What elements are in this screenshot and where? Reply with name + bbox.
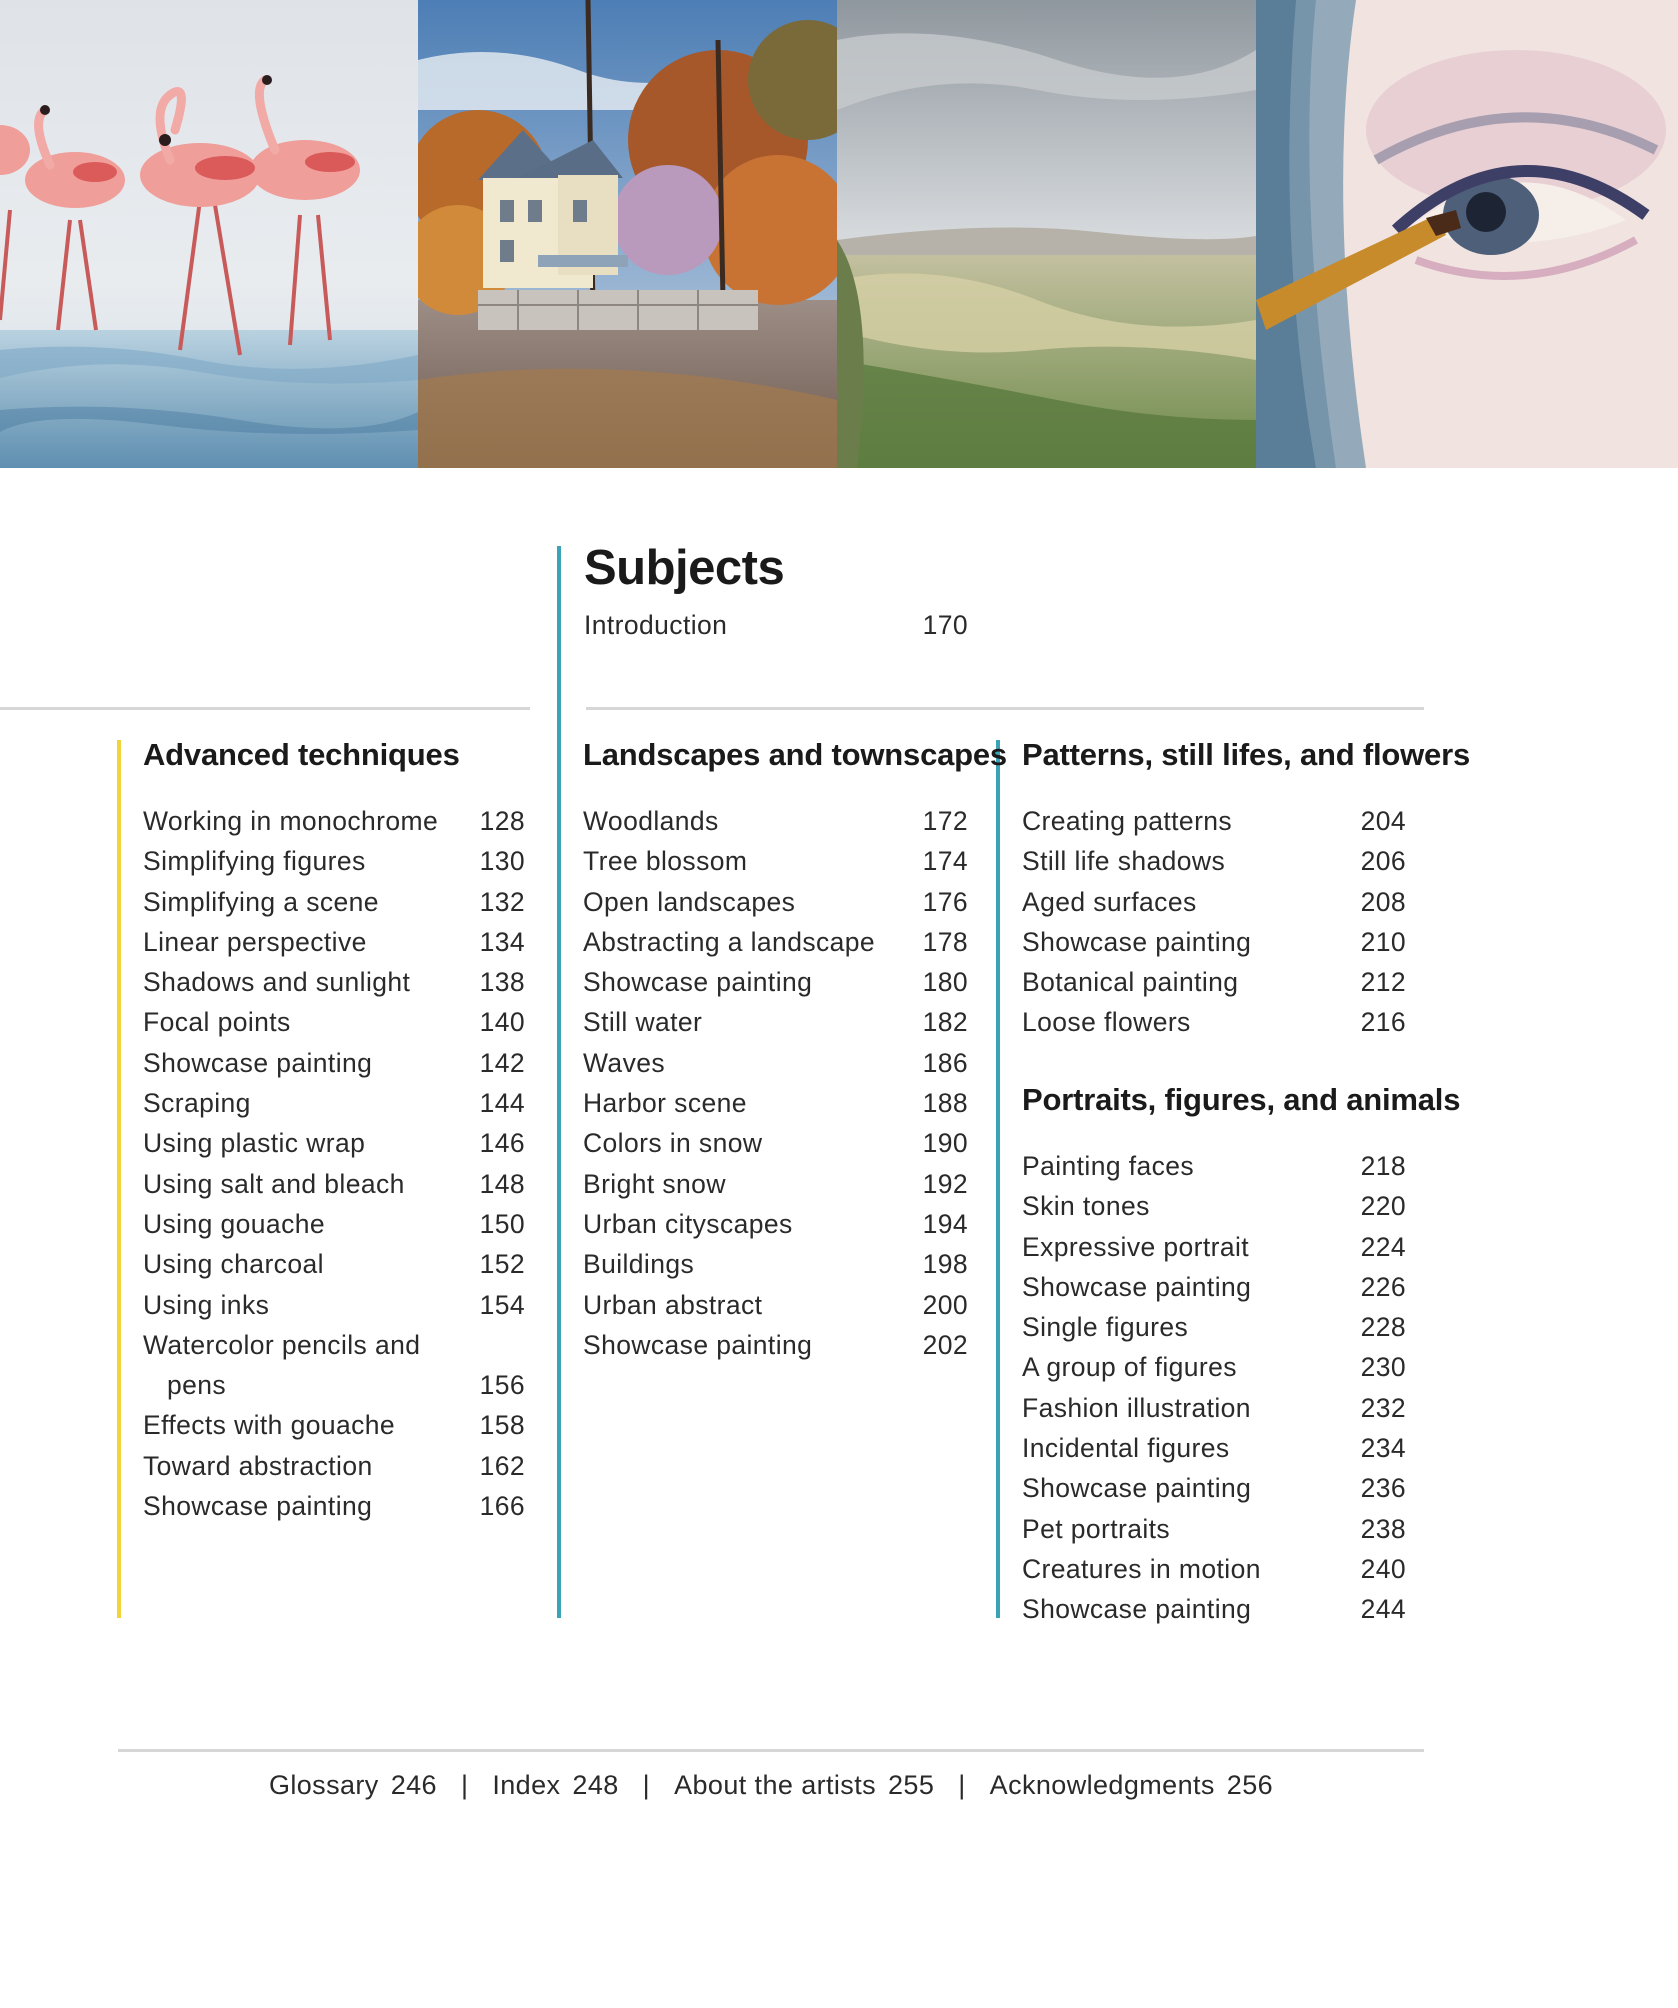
toc-entry-label: Linear perspective xyxy=(143,926,367,957)
toc-entry-label: Painting faces xyxy=(1022,1151,1195,1181)
footer-link-label: About the artists xyxy=(674,1770,876,1800)
toc-entry[interactable] xyxy=(1022,1002,1406,1042)
toc-entry-page: 130 xyxy=(479,846,525,877)
toc-entry[interactable] xyxy=(143,801,525,841)
toc-entry-label: Incidental figures xyxy=(1022,1433,1230,1464)
toc-entry-label: Toward abstraction xyxy=(143,1450,373,1481)
toc-entry[interactable] xyxy=(1022,1267,1406,1307)
photo-eye-portrait xyxy=(1256,0,1678,468)
toc-entry-page: 132 xyxy=(479,886,525,917)
toc-entry-page: 238 xyxy=(1360,1513,1406,1544)
toc-entry-label: Showcase painting xyxy=(1022,1473,1252,1504)
page-title: Subjects xyxy=(584,541,785,595)
toc-entry-page: 146 xyxy=(479,1128,525,1159)
footer-separator: | xyxy=(642,1770,651,1800)
section-title-landscapes: Landscapes and townscapes xyxy=(583,737,1007,772)
toc-entry-page: 192 xyxy=(922,1168,968,1199)
flamingos-illustration xyxy=(0,0,418,468)
toc-entry[interactable] xyxy=(143,841,525,881)
toc-entry-label: Tree blossom xyxy=(583,846,748,877)
footer-link-about-artists[interactable] xyxy=(674,1770,934,1800)
divider-footer xyxy=(118,1749,1424,1752)
toc-entry-page: 226 xyxy=(1360,1271,1406,1302)
toc-entry-label: Showcase painting xyxy=(1022,1594,1252,1625)
toc-entry-label: Colors in snow xyxy=(583,1128,763,1159)
footer-separator: | xyxy=(958,1770,966,1800)
toc-entry-label: Still life shadows xyxy=(1022,846,1226,877)
toc-entry-label: Aged surfaces xyxy=(1022,886,1197,917)
footer-link-glossary[interactable] xyxy=(269,1770,437,1800)
toc-entry-label: Shadows and sunlight xyxy=(143,967,411,998)
toc-entry-page: 158 xyxy=(479,1410,525,1441)
footer-links xyxy=(118,1770,1424,1801)
toc-entry[interactable] xyxy=(143,1164,525,1204)
toc-entry-page: 218 xyxy=(1360,1151,1406,1181)
toc-entry[interactable] xyxy=(143,922,525,962)
toc-entry-page: 142 xyxy=(479,1047,525,1078)
footer-link-label: Acknowledgments xyxy=(989,1770,1215,1800)
toc-entry[interactable] xyxy=(1022,882,1406,922)
toc-entry[interactable] xyxy=(583,841,968,881)
toc-entry[interactable] xyxy=(583,1164,968,1204)
toc-entry-page: 204 xyxy=(1360,806,1406,836)
toc-entry-label: Expressive portrait xyxy=(1022,1231,1250,1262)
toc-entry-label: Fashion illustration xyxy=(1022,1392,1251,1423)
toc-entry-page: 182 xyxy=(922,1007,968,1038)
toc-entry-label-continued: pens xyxy=(167,1370,227,1401)
toc-entry[interactable] xyxy=(1022,801,1406,841)
toc-entry[interactable] xyxy=(143,1083,525,1123)
footer-link-label: Index xyxy=(492,1770,561,1800)
toc-entry[interactable] xyxy=(583,962,968,1002)
toc-entry[interactable] xyxy=(583,801,968,841)
toc-entry-page: 186 xyxy=(922,1047,968,1078)
toc-entry[interactable] xyxy=(583,882,968,922)
toc-entry[interactable] xyxy=(583,1285,968,1325)
divider-right xyxy=(586,707,1424,710)
toc-entry-label: Simplifying figures xyxy=(143,846,366,877)
toc-entry-label: Bright snow xyxy=(583,1168,726,1199)
toc-entry-label: Using inks xyxy=(143,1289,270,1320)
footer-link-page: 248 xyxy=(572,1770,619,1800)
toc-entry-label: Creatures in motion xyxy=(1022,1553,1261,1584)
section-list-advanced xyxy=(143,801,525,1526)
section-title-patterns: Patterns, still lifes, and flowers xyxy=(1022,737,1470,772)
intro-list xyxy=(584,605,968,645)
toc-entry-label: Botanical painting xyxy=(1022,967,1239,998)
toc-entry[interactable] xyxy=(143,962,525,1002)
toc-entry[interactable] xyxy=(143,1002,525,1042)
toc-entry[interactable] xyxy=(143,1486,525,1526)
photo-flamingos xyxy=(0,0,418,468)
toc-entry-label: Still water xyxy=(583,1007,703,1038)
toc-entry[interactable] xyxy=(583,1123,968,1163)
toc-entry-label: Waves xyxy=(583,1047,666,1078)
toc-entry[interactable] xyxy=(1022,841,1406,881)
toc-entry-label: Open landscapes xyxy=(583,886,796,917)
toc-entry[interactable] xyxy=(583,1325,968,1365)
toc-entry[interactable] xyxy=(1022,1146,1406,1186)
toc-entry-page: 150 xyxy=(479,1208,525,1239)
toc-entry[interactable] xyxy=(143,1244,525,1284)
toc-entry-label: Harbor scene xyxy=(583,1088,747,1119)
toc-entry-label: Urban cityscapes xyxy=(583,1208,793,1239)
accent-bar-yellow xyxy=(117,740,121,1618)
toc-entry-label: Abstracting a landscape xyxy=(583,926,876,957)
toc-entry-label: Urban abstract xyxy=(583,1289,763,1320)
toc-entry-page: 220 xyxy=(1360,1191,1406,1222)
toc-entry[interactable] xyxy=(1022,1307,1406,1347)
toc-entry[interactable] xyxy=(583,1204,968,1244)
accent-bar-teal-main xyxy=(557,546,561,1618)
toc-entry-page: 144 xyxy=(479,1088,525,1119)
footer-link-label: Glossary xyxy=(268,1770,379,1800)
toc-entry-page: 234 xyxy=(1360,1433,1406,1464)
footer-separator: | xyxy=(460,1770,469,1800)
toc-entry-label: Single figures xyxy=(1022,1312,1189,1343)
footer-link-acknowledgments[interactable] xyxy=(990,1770,1273,1800)
toc-entry[interactable] xyxy=(1022,1388,1406,1428)
toc-entry[interactable] xyxy=(143,1405,525,1445)
toc-entry-page: 240 xyxy=(1360,1553,1406,1584)
toc-entry[interactable] xyxy=(143,882,525,922)
toc-entry-introduction[interactable] xyxy=(584,605,968,645)
toc-entry-page: 198 xyxy=(922,1249,968,1280)
toc-entry-label: Watercolor pencils and xyxy=(143,1329,421,1360)
toc-entry-label: Using plastic wrap xyxy=(143,1128,366,1159)
photo-open-landscape xyxy=(837,0,1256,468)
toc-entry-label: Effects with gouache xyxy=(143,1410,396,1441)
toc-entry[interactable] xyxy=(583,1083,968,1123)
toc-entry[interactable] xyxy=(143,1325,525,1406)
toc-entry-label: Using gouache xyxy=(143,1208,325,1239)
eye-illustration xyxy=(1256,0,1678,468)
toc-entry-label: Loose flowers xyxy=(1022,1007,1191,1038)
toc-entry[interactable] xyxy=(143,1043,525,1083)
toc-entry-label: Showcase painting xyxy=(1022,926,1252,957)
toc-entry[interactable] xyxy=(1022,1468,1406,1508)
toc-entry-page: 134 xyxy=(479,926,525,957)
toc-entry-label: Using salt and bleach xyxy=(143,1168,405,1199)
toc-entry[interactable] xyxy=(1022,922,1406,962)
toc-entry-page: 128 xyxy=(479,806,525,836)
toc-entry-label: Showcase painting xyxy=(583,967,813,998)
footer-link-index[interactable] xyxy=(492,1770,618,1800)
landscape-illustration xyxy=(837,0,1256,468)
toc-entry-label: Using charcoal xyxy=(143,1249,324,1280)
toc-entry-page: 156 xyxy=(479,1370,525,1401)
toc-entry-page: 206 xyxy=(1360,846,1406,877)
toc-entry-label: Pet portraits xyxy=(1022,1513,1171,1544)
toc-entry-page: 230 xyxy=(1360,1352,1406,1383)
toc-entry-label: Showcase painting xyxy=(1022,1271,1252,1302)
toc-entry-page: 244 xyxy=(1360,1594,1406,1625)
section-list-portraits xyxy=(1022,1146,1406,1630)
toc-entry-page: 152 xyxy=(479,1249,525,1280)
toc-entry-label: Focal points xyxy=(143,1007,291,1038)
toc-entry-page: 170 xyxy=(922,610,968,640)
toc-entry-page: 210 xyxy=(1360,926,1406,957)
toc-entry[interactable] xyxy=(1022,1347,1406,1387)
toc-entry[interactable] xyxy=(583,922,968,962)
toc-entry-label: Woodlands xyxy=(583,806,719,836)
toc-entry[interactable] xyxy=(1022,1549,1406,1589)
toc-entry-page: 188 xyxy=(922,1088,968,1119)
toc-entry-page: 162 xyxy=(479,1450,525,1481)
toc-entry[interactable] xyxy=(1022,1186,1406,1226)
toc-entry-page: 180 xyxy=(922,967,968,998)
toc-entry-page: 194 xyxy=(922,1208,968,1239)
toc-entry-label: Simplifying a scene xyxy=(143,886,379,917)
toc-entry-label: Buildings xyxy=(583,1249,695,1280)
toc-entry-page: 216 xyxy=(1360,1007,1406,1038)
toc-entry-page: 172 xyxy=(922,806,968,836)
toc-entry-page: 148 xyxy=(479,1168,525,1199)
toc-entry-label: Scraping xyxy=(143,1088,251,1119)
toc-entry[interactable] xyxy=(143,1123,525,1163)
toc-entry-page: 190 xyxy=(922,1128,968,1159)
divider-left xyxy=(0,707,530,710)
toc-entry-page: 228 xyxy=(1360,1312,1406,1343)
toc-entry-page: 140 xyxy=(479,1007,525,1038)
toc-entry-page: 208 xyxy=(1360,886,1406,917)
section-title-advanced: Advanced techniques xyxy=(143,737,460,772)
toc-entry[interactable] xyxy=(1022,1428,1406,1468)
toc-entry-page: 212 xyxy=(1360,967,1406,998)
toc-entry-label: Showcase painting xyxy=(143,1491,373,1522)
toc-entry[interactable] xyxy=(583,1244,968,1284)
toc-entry-page: 138 xyxy=(479,967,525,998)
section-list-landscapes xyxy=(583,801,968,1365)
toc-entry[interactable] xyxy=(1022,962,1406,1002)
toc-entry[interactable] xyxy=(143,1446,525,1486)
toc-entry[interactable] xyxy=(1022,1227,1406,1267)
toc-entry-page: 176 xyxy=(922,886,968,917)
toc-entry[interactable] xyxy=(583,1043,968,1083)
toc-entry-label: Showcase painting xyxy=(143,1047,373,1078)
toc-entry-label: Working in monochrome xyxy=(143,806,439,836)
toc-entry-page: 200 xyxy=(922,1289,968,1320)
toc-entry-page: 202 xyxy=(922,1329,968,1360)
toc-entry-page: 174 xyxy=(922,846,968,877)
toc-entry[interactable] xyxy=(583,1002,968,1042)
toc-entry-page: 154 xyxy=(479,1289,525,1320)
toc-entry-label: Creating patterns xyxy=(1022,806,1233,836)
photo-house-autumn xyxy=(418,0,837,468)
toc-entry-page: 232 xyxy=(1360,1392,1406,1423)
toc-entry-label: A group of figures xyxy=(1022,1352,1237,1383)
toc-entry-label: Showcase painting xyxy=(583,1329,813,1360)
toc-entry-page: 224 xyxy=(1360,1231,1406,1262)
footer-link-page: 246 xyxy=(390,1770,437,1800)
footer-link-page: 256 xyxy=(1226,1770,1274,1800)
toc-entry-page: 236 xyxy=(1360,1473,1406,1504)
toc-entry-label: Skin tones xyxy=(1022,1191,1150,1222)
house-illustration xyxy=(418,0,837,468)
toc-entry-label: Introduction xyxy=(584,610,728,640)
accent-bar-teal-right xyxy=(996,740,1000,1618)
section-title-portraits: Portraits, figures, and animals xyxy=(1022,1082,1461,1117)
section-list-patterns xyxy=(1022,801,1406,1043)
toc-entry[interactable] xyxy=(143,1285,525,1325)
toc-entry[interactable] xyxy=(143,1204,525,1244)
toc-entry[interactable] xyxy=(1022,1589,1406,1629)
toc-entry[interactable] xyxy=(1022,1509,1406,1549)
footer-link-page: 255 xyxy=(888,1770,935,1800)
toc-entry-page: 166 xyxy=(479,1491,525,1522)
toc-entry-page: 178 xyxy=(922,926,968,957)
